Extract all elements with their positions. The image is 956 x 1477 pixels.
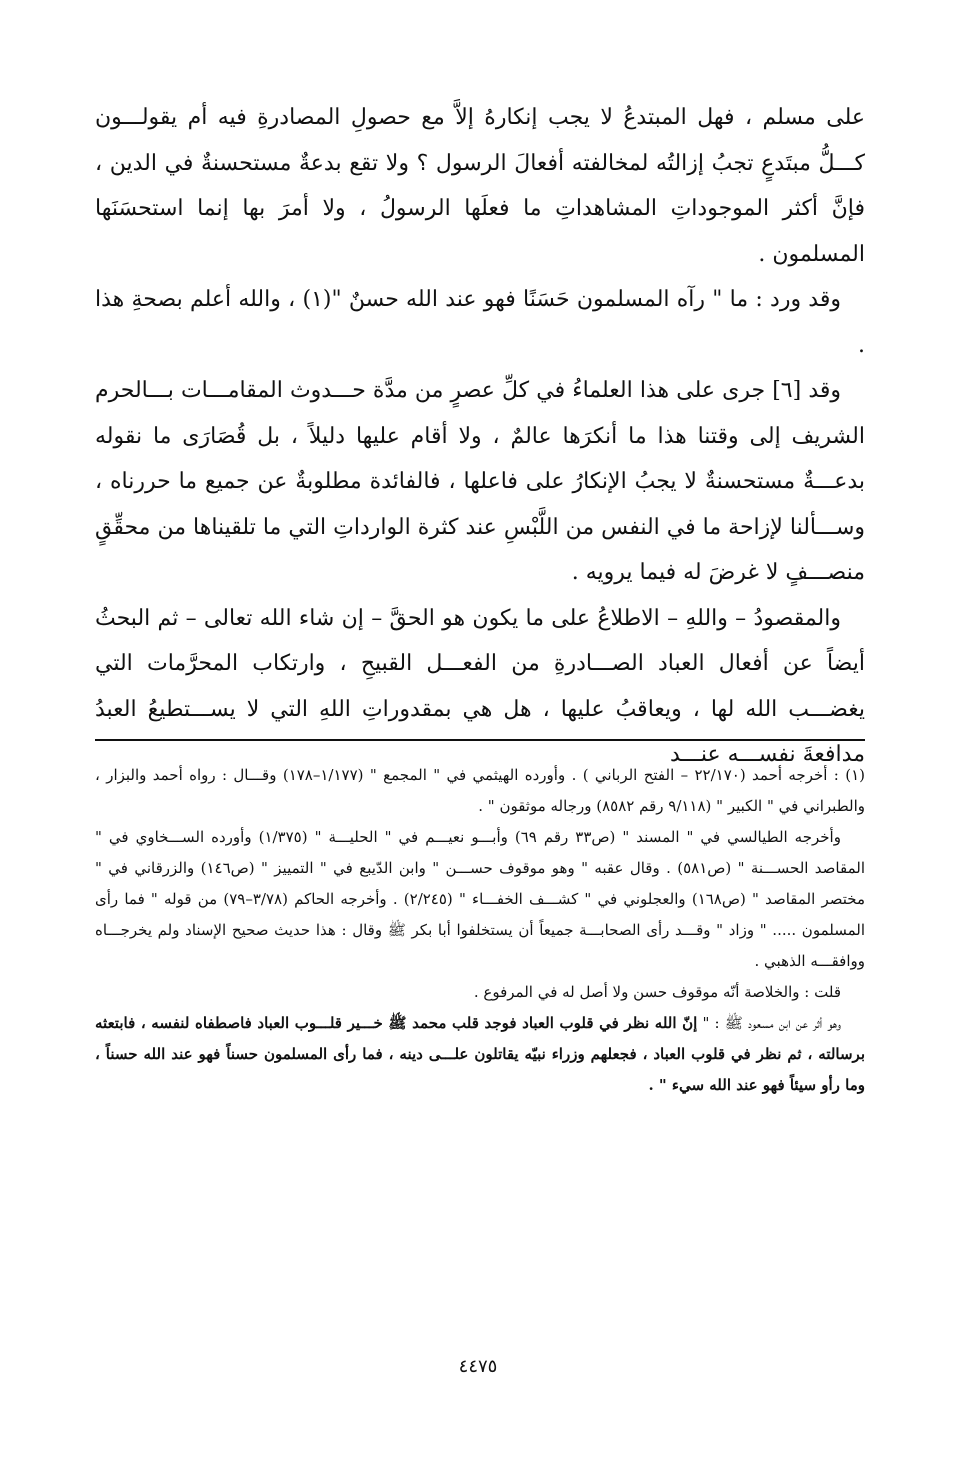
footnotes — [95, 760, 865, 1101]
paragraph-2: وقد ورد : ما " رآه المسلمون حَسَنًا فهو عند الله حسنٌ "(١) ، والله أعلم بصحةِ هذا . — [95, 287, 865, 358]
footnote-1-continued: وأخرجه الطيالسي في " المسند " (ص٣٣ رقم ٦٩) وأبـــو نعيـــم في " الحليـــة " (١/٣٧٥) وأورده الســـخاوي في " المقاصد الحســـنة " (ص٥٨١) . وقال عقبه " وهو موقوف حســـن " وابن الدّيبع في " التمييز " (ص١٤٦) والزرقاني في " مختصر المقاصد " (ص١٦٨) والعجلوني في " كشـــف الخفـــاء " (٢/٢٤٥) . وأخرجه الحاكم (٣/٧٨–٧٩) من قوله " فما رأى المسلمون ..... " وزاد " وقـــد رأى الصحابـــة جميعاً أن يستخلفوا أبا بكر ﷺ وقال : هذا حديث صحيح الإسناد ولم يخرجـــاه ووافقـــه الذهبي . — [95, 828, 865, 970]
athar-intro: وهو أثر عن ابن مسعود ﷺ : " — [702, 1014, 841, 1032]
footnote-conclusion: قلت : والخلاصة أنّه موقوف حسن ولا أصل له في المرفوع . — [473, 983, 841, 1001]
footnote-1: (١) : أخرجه أحمد (٢٢/١٧٠ – الفتح الرباني ) . وأورده الهيثمي في " المجمع " (١/١٧٧–١٧٨) وقـــال : رواه أحمد والبزار ، والطبراني في " الكبير " (٩/١١٨ رقم ٨٥٨٢) ورجاله موثقون " . — [95, 766, 865, 815]
page-number: ٤٤٧٥ — [458, 1356, 498, 1377]
paragraph-3: وقد [٦] جرى على هذا العلماءُ في كلِّ عصرٍ من مدَّة حـــدوث المقامـــات بـــالحرم الشريف إلى وقتنا هذا ما أنكرَها عالمٌ ، ولا أقام عليها دليلاً ، بل قُصَارَى ما نقوله بدعـــةٌ مستحسنةٌ لا يجبُ الإنكارُ على فاعلها ، فالفائدة مطلوبةٌ عن جميع ما حررناه ، وســـألنا لإزاحة ما في النفس من اللَّبْسِ عند كثرة الوارداتِ التي ما تلقيناها من محقِّقٍ منصـــفٍ لا غرضَ له فيما يرويه . — [95, 378, 865, 585]
paragraph-4: والمقصودُ – واللهِ – الاطلاعُ على ما يكون هو الحقَّ – إن شاء الله تعالى – ثم البحثُ أيضاً عن أفعال العباد الصـــادرةِ من الفعـــل القبيحِ ، وارتكاب المحرَّمات التي يغضـــب الله لها ، ويعاقبُ عليها ، هل هي بمقدوراتِ اللهِ التي لا يســـتطيعُ العبدُ مدافعةَ نفســـه عنـــد — [95, 605, 865, 767]
athar-quote: إنّ الله نظر في قلوب العباد فوجد قلب محمد ﷺ خـــير قلـــوب العباد فاصطفاه لنفسه ، فابتعثه برسالته ، ثم نظر في قلوب العباد ، فجعلهم وزراء نبيّه يقاتلون علـــى دينه ، فما رأى المسلمون حسناً فهو عند الله حسناً ، وما رأو سيئاً فهو عند الله سيء " . — [95, 1014, 865, 1094]
footnote-athar — [95, 1008, 865, 1101]
main-text — [95, 95, 865, 778]
paragraph-1: على مسلم ، فهل المبتدعُ لا يجب إنكارهُ إلاَّ مع حصولِ المصادرةِ فيه أم يقولـــون كـــلُّ مبتَدعٍ تجبُ إزالتُه لمخالفته أفعالَ الرسول ؟ ولا تقع بدعةٌ مستحسنةٌ في الدين ، فإنَّ أكثر الموجوداتِ المشاهداتِ ما فعلَها الرسولُ ، ولا أمرَ بها إنما استحسَنَها المسلمون . — [95, 105, 865, 267]
footnote-divider — [95, 739, 865, 741]
